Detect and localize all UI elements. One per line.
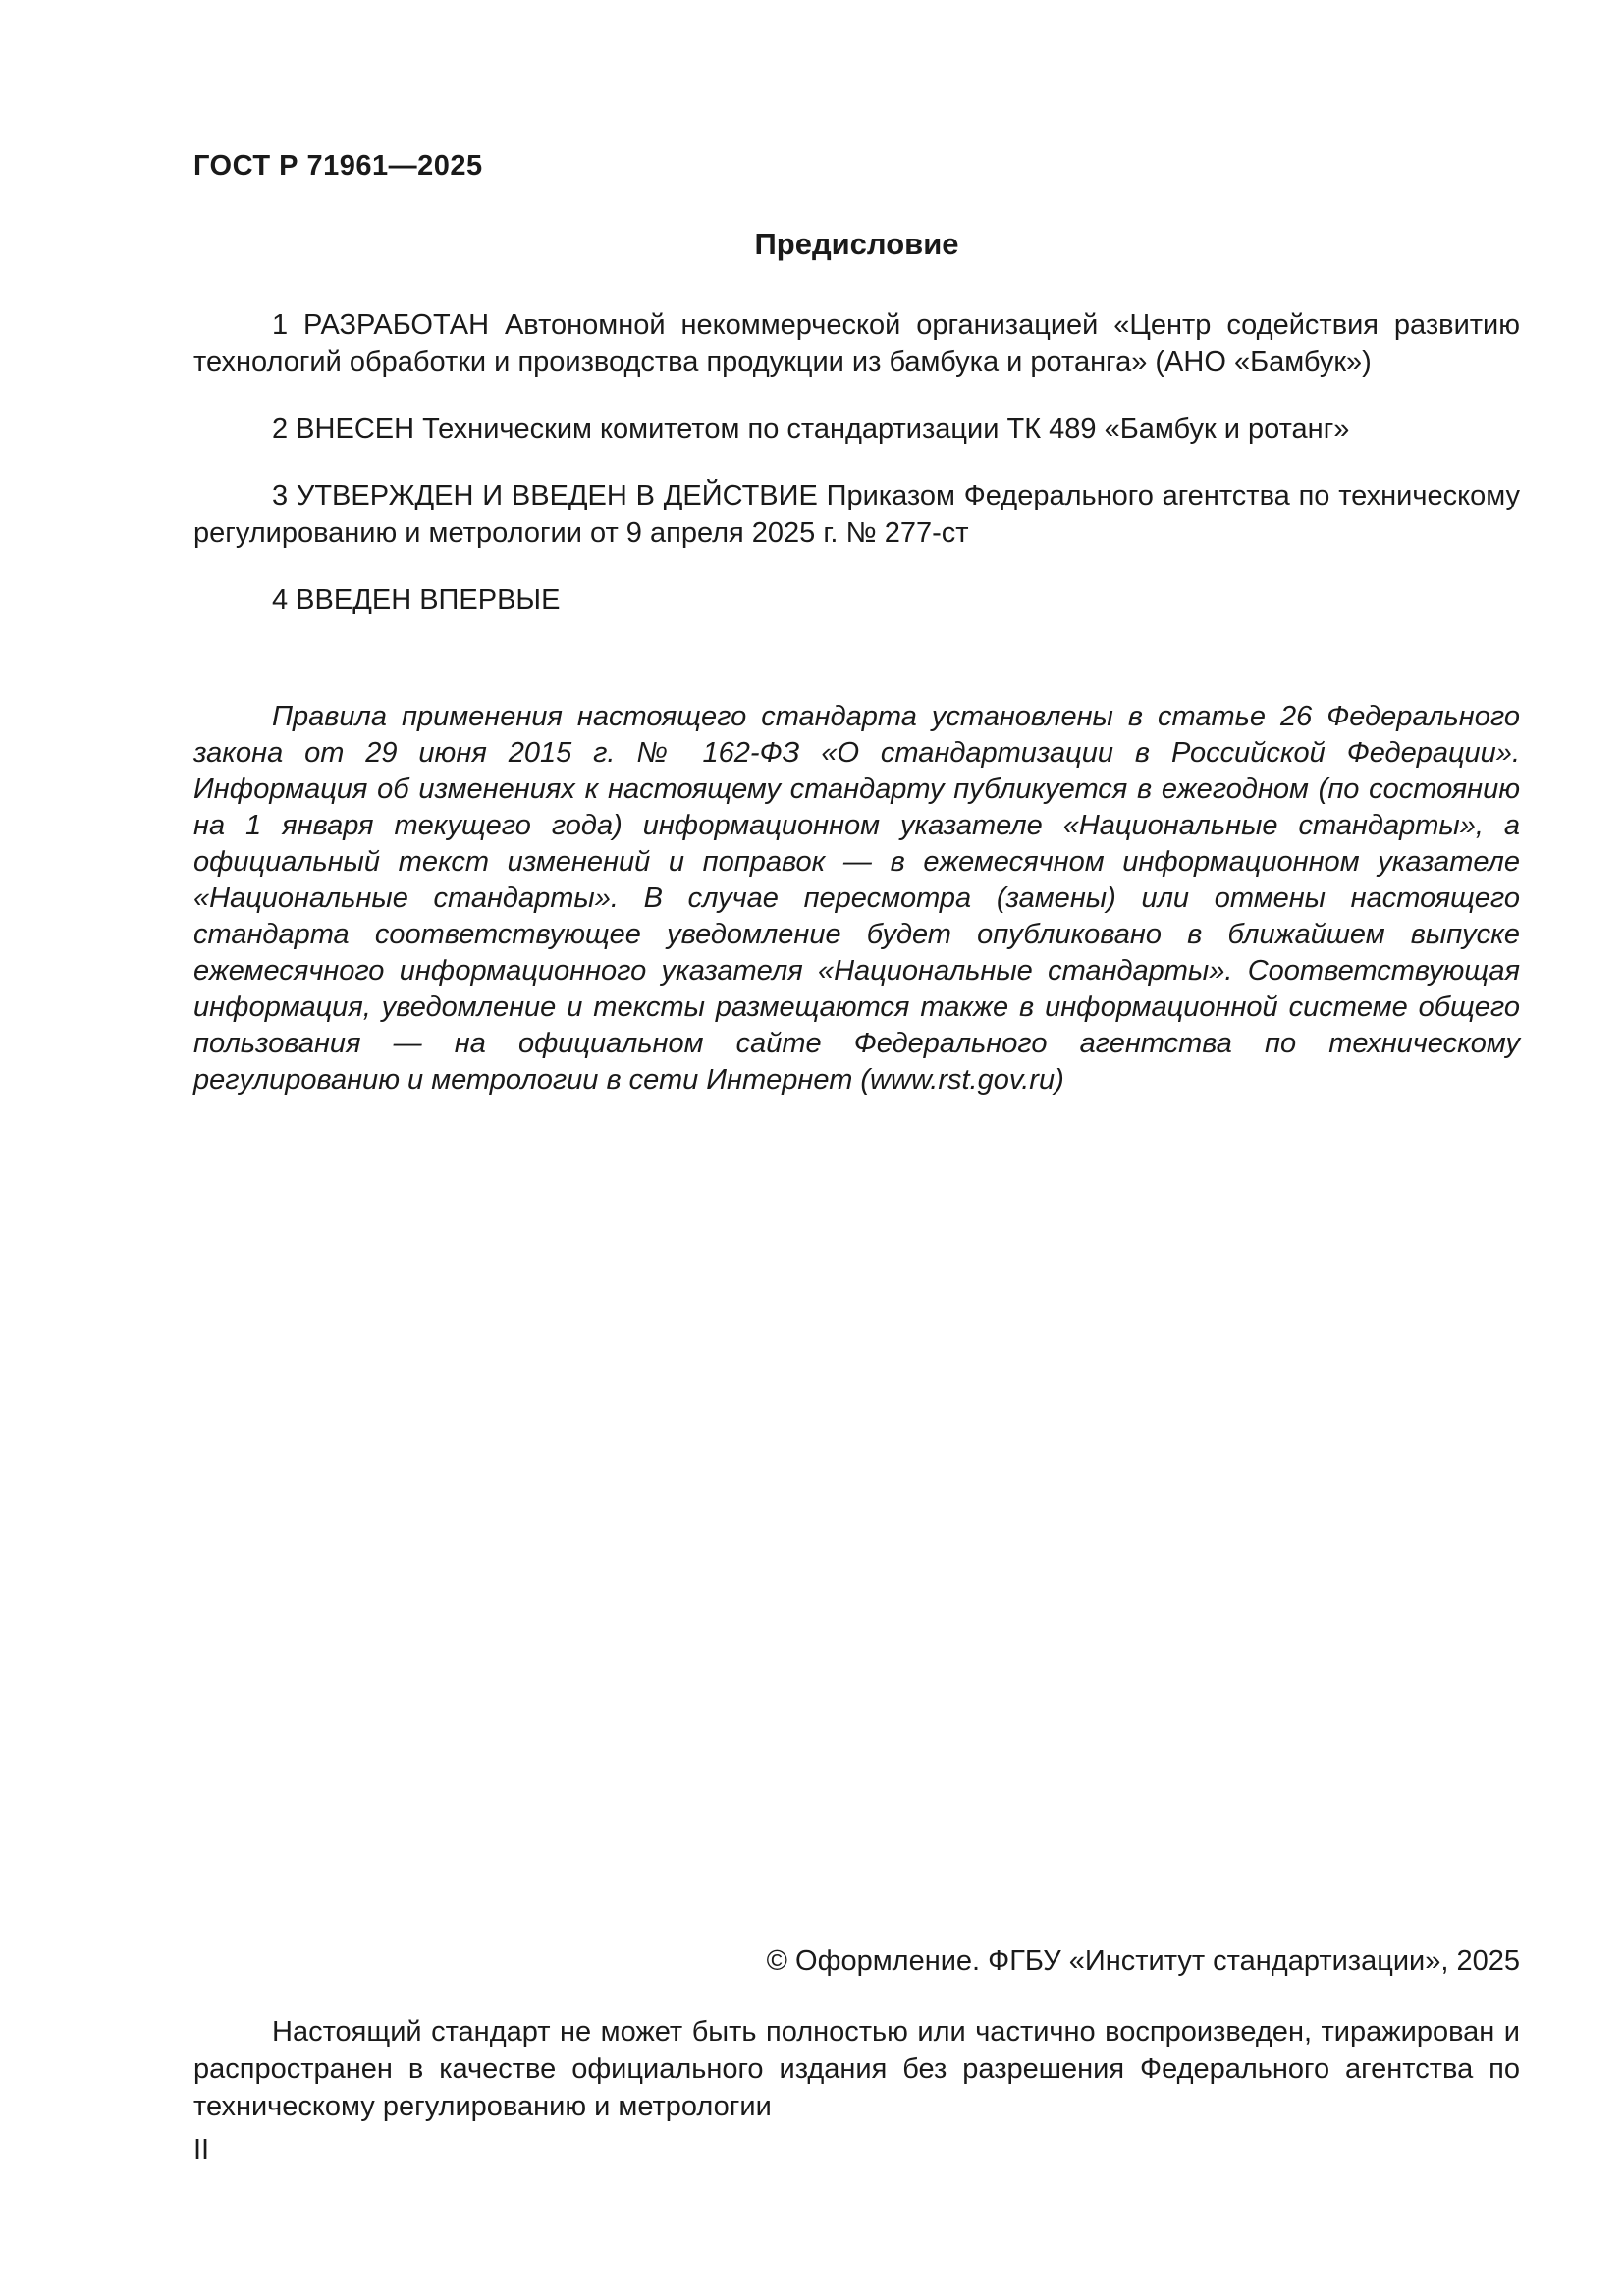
- foreword-clause-first-edition: 4 ВВЕДЕН ВПЕРВЫЕ: [272, 584, 561, 615]
- page-title: Предисловие: [754, 227, 959, 261]
- foreword-clause-approved: 3 УТВЕРЖДЕН И ВВЕДЕН В ДЕЙСТВИЕ Приказом Федерального агентства по техническому регулированию и метрологии от 9 апреля 2025 г. № 277-ст: [193, 480, 1520, 549]
- foreword-clause-developed: 1 РАЗРАБОТАН Автономной некоммерческой организацией «Центр содействия развитию технологий обработки и производства продукции из бамбука и ротанга» (АНО «Бамбук»): [193, 309, 1520, 378]
- page-number: II: [193, 2134, 210, 2165]
- application-rules-note: Правила применения настоящего стандарта установлены в статье 26 Федерального закона от 29 июня 2015 г. № 162-ФЗ «О стандартизации в Российской Федерации». Информация об изменениях к настоящему стандарту публикуется в ежегодном (по состоянию на 1 января текущего года) информационном указателе «Национальные стандарты», а официальный текст изменений и поправок — в ежемесячном информационном указателе «Национальные стандарты». В случае пересмотра (замены) или отмены настоящего стандарта соответствующее уведомление будет опубликовано в ближайшем выпуске ежемесячного информационного указателя «Национальные стандарты». Соответствующая информация, уведомление и тексты размещаются также в информационной системе общего пользования — на официальном сайте Федерального агентства по техническому регулированию и метрологии в сети Интернет (www.rst.gov.ru): [193, 701, 1520, 1095]
- reproduction-restriction-note: Настоящий стандарт не может быть полностью или частично воспроизведен, тиражирован и распространен в качестве официального издания без разрешения Федерального агентства по техническому регулированию и метрологии: [193, 2016, 1520, 2122]
- foreword-clause-submitted: 2 ВНЕСЕН Техническим комитетом по стандартизации ТК 489 «Бамбук и ротанг»: [272, 413, 1350, 445]
- standard-designation: ГОСТ Р 71961—2025: [193, 150, 483, 182]
- copyright-line: © Оформление. ФГБУ «Институт стандартизации», 2025: [766, 1946, 1520, 1977]
